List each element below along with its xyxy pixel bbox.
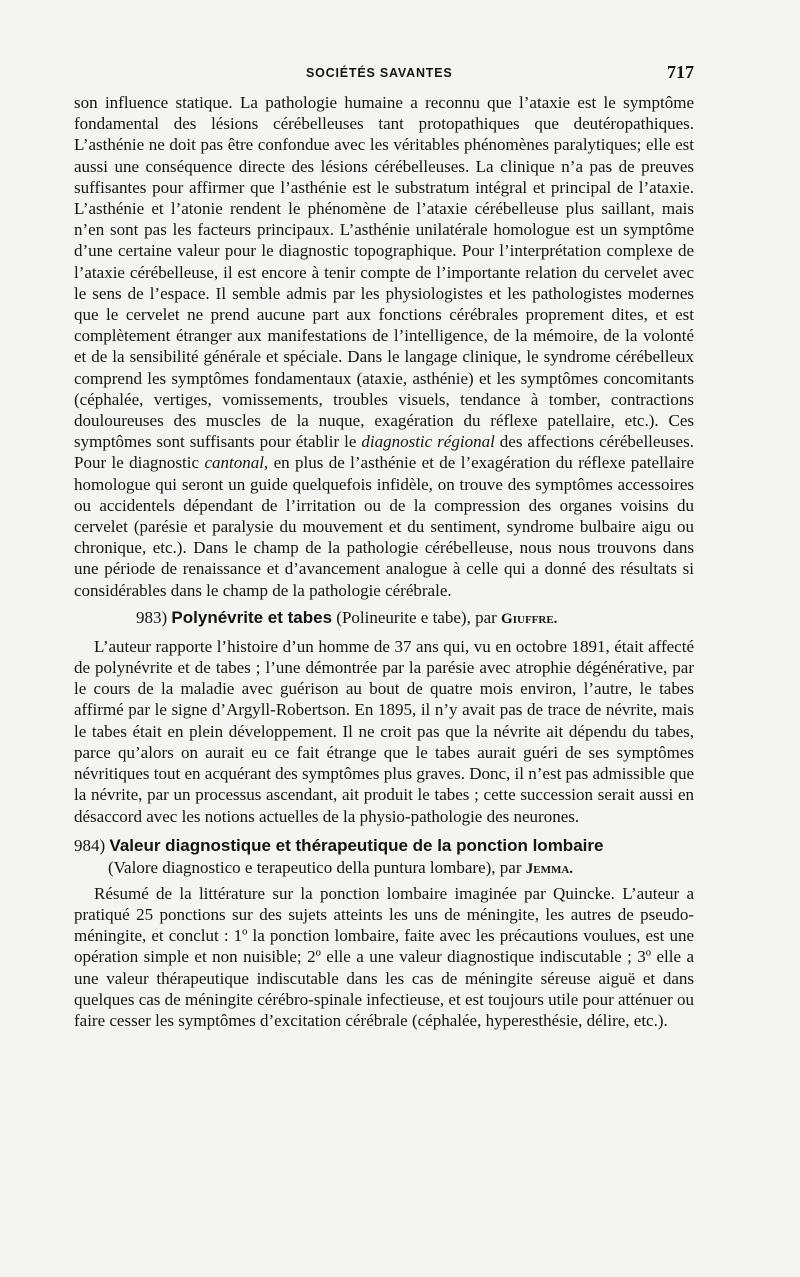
page-number: 717 (667, 62, 694, 82)
article-983-author: Giuffre. (501, 610, 558, 627)
article-983-text: L’auteur rapporte l’histoire d’un homme de 37 ans qui, vu en octobre 1891, était affecté de polynévrite et de tabes ; l’une démontrée par la parésie avec atrophie dégénérative, par le cours de la maladie avec guérison au bout de quatre mois environ, l’autre, le tabes affirmé par le signe d’Argyll-Robertson. En 1895, il n’y avait pas de trace de névrite, mais le tabes était en plein développement. Il ne croit pas que la névrite ait dépendu du tabes, parce qu’alors on aurait eu ce fait étrange que le tabes aurait guéri de ses symptômes névritiques tout en acquérant des symptômes plus graves. Donc, il n’est pas admissible que la névrite, par un processus ascendant, ait produit le tabes ; cette succession serait aussi en désaccord avec les notions actuelles de la physio-pathologie des neurones. (74, 636, 694, 826)
continuation-text-2: des affections cérébelleuses. Pour le diagnostic (74, 432, 694, 473)
article-984-heading (74, 835, 694, 857)
article-984-text: Résumé de la littérature sur la ponction lombaire imaginée par Quincke. L’auteur a pratiqué 25 ponctions sur des sujets atteints les uns de méningite, les autres de pseudo-méningite, et conclut : 1º la ponction lombaire, faite avec les précautions voulues, est une opération simple et non nuisible; 2º elle a une valeur diagnostique indiscutable ; 3º elle a une valeur thérapeutique indiscutable dans les cas de méningite séreuse aiguë et dans quelques cas de méningite cérébro-spinale infectieuse, et est toujours utile pour atténuer ou faire cesser les symptômes d’excitation cérébrale (céphalée, hyperesthésie, délire, etc.). (74, 883, 694, 1030)
running-title: SOCIÉTÉS SAVANTES (306, 66, 453, 80)
article-984-subtitle-line (74, 857, 694, 880)
article-983-number: 983) (136, 607, 168, 627)
article-984-author: Jemma. (525, 860, 574, 877)
continuation-italic-1: diagnostic régional (361, 432, 495, 452)
article-983-subtitle: (Polineurite e tabe), par (332, 607, 502, 627)
continuation-italic-2: cantonal, (204, 453, 269, 473)
continuation-text-1: son influence statique. La pathologie humaine a reconnu que l’ataxie est le symptôme fondamental des lésions cérébelleuses tant protopathiques que deutéropathiques. L’asthénie ne doit pas être confondue avec les véritables phénomènes paralytiques; elle est aussi une conséquence directe des lésions cérébelleuses. La clinique n’a pas de preuves suffisantes pour affirmer que l’asthénie est le substratum intégral et principal de l’ataxie. L’asthénie et l’atonie rendent le phénomène de l’ataxie cérébelleuse plus saillant, mais n’en sont pas les facteurs principaux. L’asthénie unilatérale homologue est un symptôme d’une certaine valeur pour le diagnostic topographique. Pour l’interprétation complexe de l’ataxie cérébelleuse, il est encore à tenir compte de l’importante relation du cervelet avec le sens de l’espace. Il semble admis par les physiologistes et les pathologistes modernes que le cervelet ne prend aucune part aux fonctions cérébrales proprement dites, et est complètement étranger aux manifestations de l’intelligence, de la mémoire, de la volonté et de la sensibilité générale et spéciale. Dans le langage clinique, le syndrome cérébelleux comprend les symptômes fondamentaux (ataxie, asthénie) et les symptômes concomitants (céphalée, vertiges, vomissements, troubles visuels, tendance à tomber, contractions douloureuses des muscles de la nuque, exagération du réflexe patellaire, etc.). Ces symptômes sont suffisants pour établir le (74, 93, 694, 452)
continuation-paragraph (74, 92, 694, 601)
article-984-number: 984) (74, 835, 106, 855)
continuation-text-3: en plus de l’asthénie et de l’exagération du réflexe patellaire homologue qui seront un guide quelquefois infidèle, on trouve des symptômes accessoires ou accidentels dépendant de l’irritation ou de la compression des organes voisins du cervelet (parésie et paralysie du mouvement et du sentiment, syndrome bulbaire aigu ou chronique, etc.). Dans le champ de la pathologie cérébelleuse, nous nous trouvons dans une période de renaissance et d’avancement analogue à celle qui a donné des résultats si considérables dans le champ de la pathologie cérébrale. (74, 453, 694, 600)
page-body (74, 92, 694, 1031)
article-984-subtitle: (Valore diagnostico e terapeutico della puntura lombare), par (108, 857, 526, 877)
article-983-heading (74, 607, 694, 630)
running-header (74, 62, 694, 86)
article-984-title: Valeur diagnostique et thérapeutique de la ponction lombaire (109, 835, 604, 855)
article-983-title: Polynévrite et tabes (171, 607, 333, 627)
